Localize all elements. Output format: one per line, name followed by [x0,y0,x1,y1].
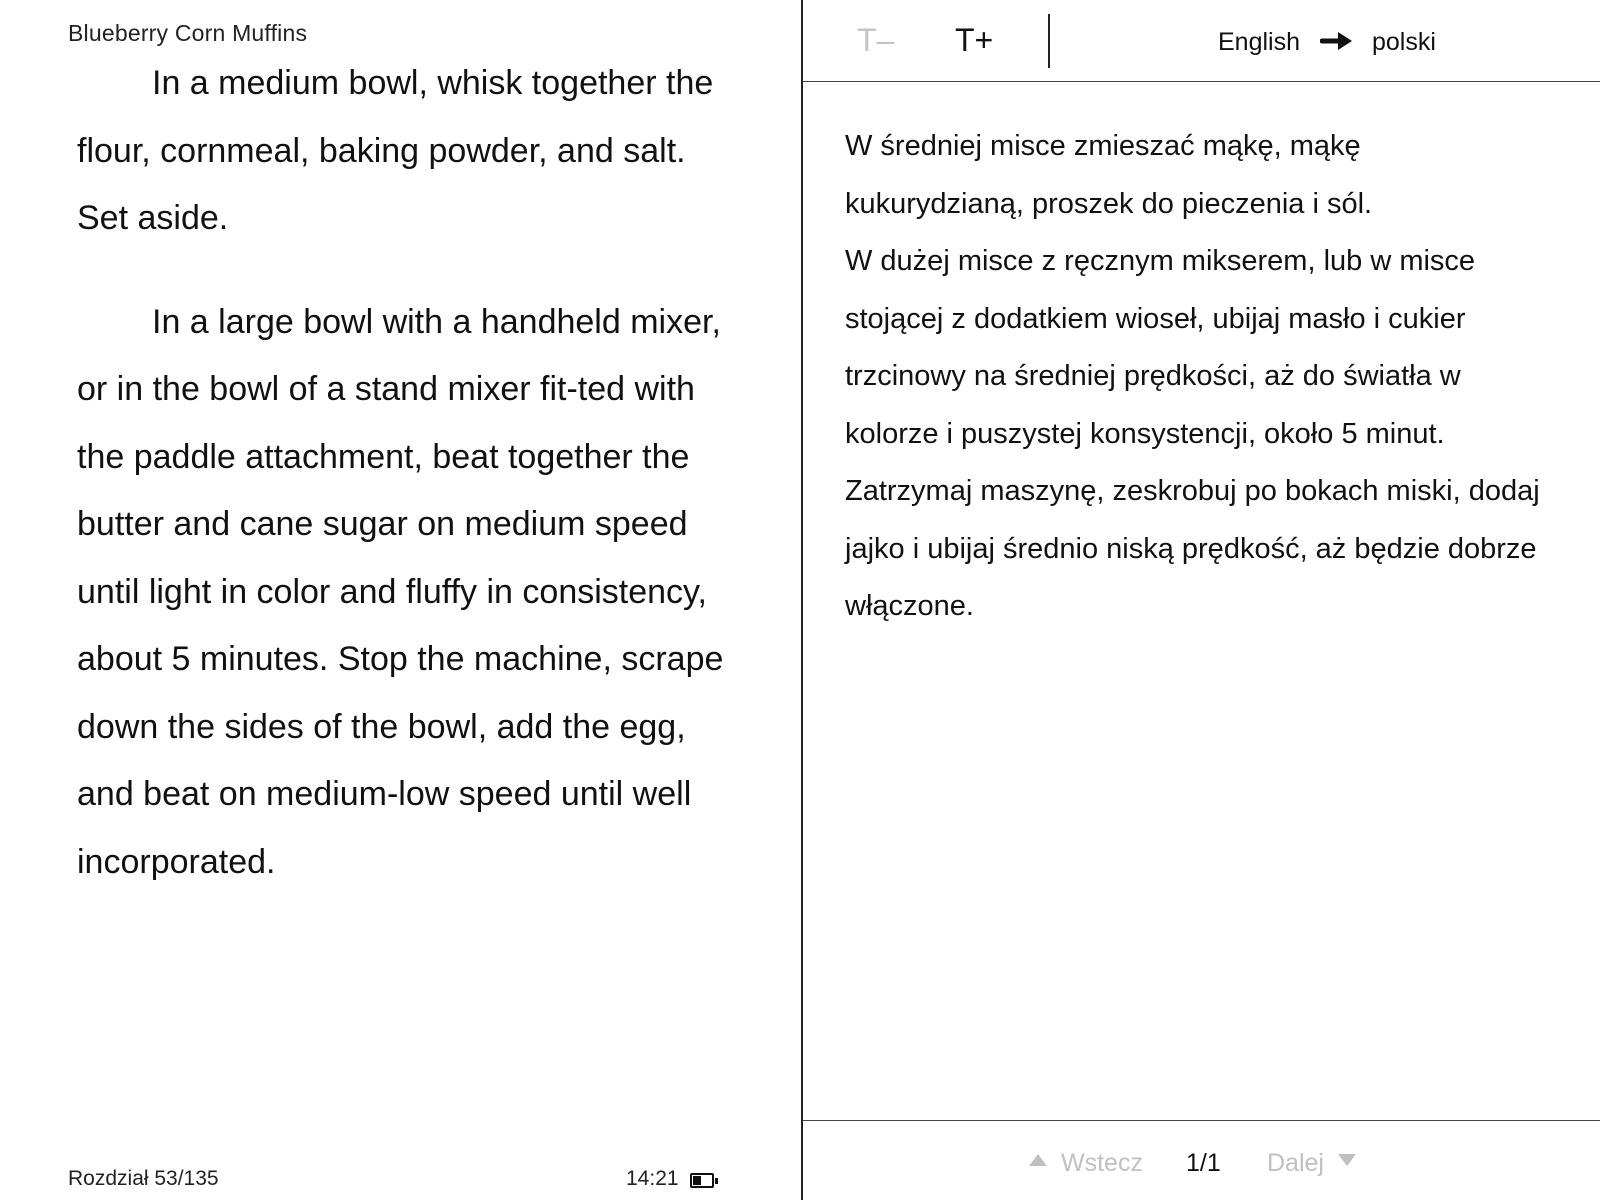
battery-icon [690,1173,714,1188]
page-count: 1/1 [1186,1149,1221,1177]
chapter-progress: Rozdział 53/135 [68,1167,219,1190]
paragraph: In a medium bowl, whisk together the flour, cornmeal, baking powder, and salt. Set aside. [77,64,714,237]
font-decrease-button[interactable]: T– [857,22,895,58]
source-language-selector[interactable]: English [1218,28,1300,56]
previous-page-button[interactable] [1029,1149,1143,1178]
target-language-selector[interactable]: polski [1372,28,1436,56]
battery-level-fill [693,1176,701,1185]
next-page-button[interactable] [1267,1149,1356,1178]
page-body [77,50,737,896]
clock: 14:21 [626,1167,679,1190]
paragraph: In a large bowl with a handheld mixer, or in the bowl of a stand mixer fit-ted with the paddle attachment, beat together the butter and cane sugar on medium speed until light in color and fluffy in consistency, about 5 minutes. Stop the machine, scrape down the sides of the bowl, add the egg, and beat on medium-low speed until well incorporated. [77,302,724,881]
font-increase-button[interactable]: T+ [955,22,994,58]
next-label: Dalej [1267,1149,1324,1177]
translated-text: W średniej misce zmieszać mąkę, mąkę kukurydzianą, proszek do pieczenia i sól. W dużej misce z ręcznym mikserem, lub w misce stojącej z dodatkiem wioseł, ubijaj masło i cukier trzcinowy na średniej prędkości, aż do światła w kolorze i puszystej konsystencji, około 5 minut. Zatrzymaj maszynę, zeskrobuj po bokach miski, dodaj jajko i ubijaj średnio niską prędkość, aż będzie dobrze włączone. [845,130,1540,622]
translation-toolbar [803,0,1600,82]
triangle-down-icon [1338,1154,1356,1166]
book-title: Blueberry Corn Muffins [68,20,308,46]
arrow-right-icon [1320,30,1354,52]
translation-panel [801,0,1600,1200]
previous-label: Wstecz [1061,1149,1143,1177]
triangle-up-icon [1029,1154,1047,1166]
toolbar-divider [1048,14,1050,68]
translation-pager [803,1120,1600,1200]
